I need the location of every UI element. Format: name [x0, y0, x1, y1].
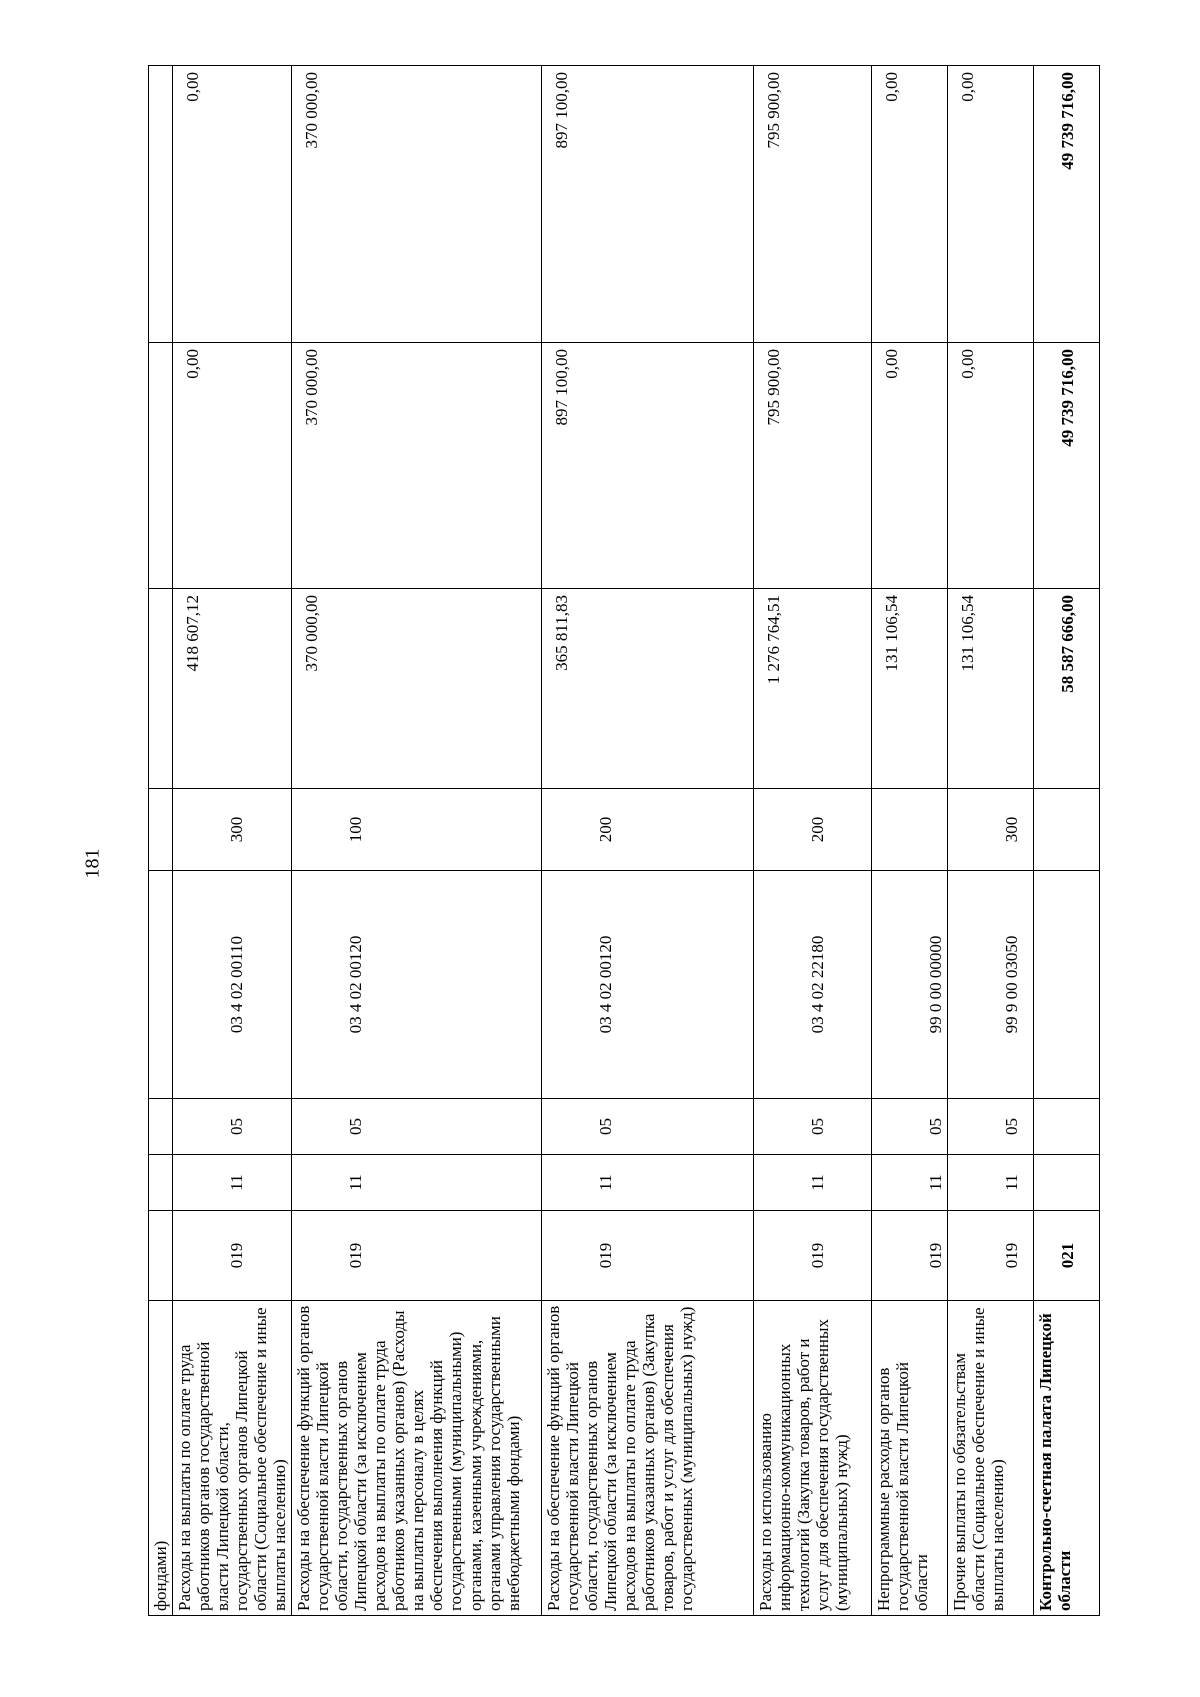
- table-row: [1034, 66, 1100, 1616]
- row-subsection-code-cell: [1034, 1099, 1100, 1155]
- row-target-article-cell: 99 9 00 03050: [948, 871, 1034, 1099]
- row-subsection-code-cell: 05: [173, 1099, 292, 1155]
- row-gr-code-cell: 019: [948, 1211, 1034, 1301]
- table-row: [948, 66, 1034, 1616]
- row-amount-1-cell: 131 106,54: [948, 589, 1034, 789]
- row-subsection-code-cell: [149, 1099, 173, 1155]
- table-row: [173, 66, 292, 1616]
- table-body: [149, 66, 1100, 1616]
- row-subsection-code-cell: 05: [292, 1099, 542, 1155]
- row-gr-code-cell: [149, 1211, 173, 1301]
- row-target-article-cell: 03 4 02 22180: [754, 871, 872, 1099]
- row-amount-2-cell: [149, 343, 173, 589]
- row-amount-1-cell: 58 587 666,00: [1034, 589, 1100, 789]
- row-amount-3-cell: 0,00: [872, 66, 948, 343]
- row-gr-code-cell: 021: [1034, 1211, 1100, 1301]
- row-amount-1-cell: 365 811,83: [542, 589, 754, 789]
- row-name-cell: Расходы на выплаты по оплате труда работников органов государственной власти Липецкой области, государственных органов Липецкой области (Социальное обеспечение и иные выплаты населению): [173, 1301, 292, 1616]
- row-amount-3-cell: 0,00: [948, 66, 1034, 343]
- row-subsection-code-cell: 05: [542, 1099, 754, 1155]
- row-gr-code-cell: 019: [292, 1211, 542, 1301]
- row-name-cell: Расходы по использованию информационно-коммуникационных технологий (Закупка товаров, работ и услуг для обеспечения государственных (муниципальных) нужд): [754, 1301, 872, 1616]
- row-gr-code-cell: 019: [173, 1211, 292, 1301]
- row-name-cell: Прочие выплаты по обязательствам области (Социальное обеспечение и иные выплаты населению): [948, 1301, 1034, 1616]
- row-expense-type-cell: 200: [542, 789, 754, 871]
- row-name-cell: Непрограммные расходы органов государственной власти Липецкой области: [872, 1301, 948, 1616]
- row-target-article-cell: 03 4 02 00120: [542, 871, 754, 1099]
- page-number: 181: [81, 848, 104, 879]
- row-amount-2-cell: 0,00: [872, 343, 948, 589]
- row-amount-2-cell: 795 900,00: [754, 343, 872, 589]
- row-name-cell: Расходы на обеспечение функций органов государственной власти Липецкой области, государственных органов Липецкой области (за исключением расходов на выплаты по оплате труда работников указанных органов) (Расходы на выплаты персоналу в целях обеспечения выполнения функций государственными (муниципальными) органами, казенными учреждениями, органами управления государственными внебюджетными фондами): [292, 1301, 542, 1616]
- row-section-code-cell: 11: [754, 1155, 872, 1211]
- row-gr-code-cell: 019: [872, 1211, 948, 1301]
- row-section-code-cell: 11: [948, 1155, 1034, 1211]
- row-target-article-cell: [149, 871, 173, 1099]
- table-row: [292, 66, 542, 1616]
- row-amount-1-cell: 131 106,54: [872, 589, 948, 789]
- row-expense-type-cell: 300: [173, 789, 292, 871]
- row-name-cell: Расходы на обеспечение функций органов государственной власти Липецкой области, государственных органов Липецкой области (за исключением расходов на выплаты по оплате труда работников указанных органов) (Закупка товаров, работ и услуг для обеспечения государственных (муниципальных) нужд): [542, 1301, 754, 1616]
- row-amount-1-cell: 370 000,00: [292, 589, 542, 789]
- row-section-code-cell: 11: [173, 1155, 292, 1211]
- row-expense-type-cell: 200: [754, 789, 872, 871]
- row-section-code-cell: 11: [292, 1155, 542, 1211]
- budget-table: [148, 65, 1100, 1616]
- row-amount-3-cell: 49 739 716,00: [1034, 66, 1100, 343]
- row-amount-2-cell: 0,00: [948, 343, 1034, 589]
- row-expense-type-cell: 100: [292, 789, 542, 871]
- row-subsection-code-cell: 05: [948, 1099, 1034, 1155]
- row-target-article-cell: 99 0 00 00000: [872, 871, 948, 1099]
- row-expense-type-cell: [872, 789, 948, 871]
- row-subsection-code-cell: 05: [872, 1099, 948, 1155]
- row-amount-3-cell: 795 900,00: [754, 66, 872, 343]
- row-expense-type-cell: 300: [948, 789, 1034, 871]
- row-amount-2-cell: 370 000,00: [292, 343, 542, 589]
- row-section-code-cell: 11: [872, 1155, 948, 1211]
- row-subsection-code-cell: 05: [754, 1099, 872, 1155]
- row-name-cell: фондами): [149, 1301, 173, 1616]
- row-amount-3-cell: [149, 66, 173, 343]
- row-amount-3-cell: 370 000,00: [292, 66, 542, 343]
- row-target-article-cell: 03 4 02 00110: [173, 871, 292, 1099]
- row-amount-2-cell: 0,00: [173, 343, 292, 589]
- row-expense-type-cell: [1034, 789, 1100, 871]
- row-gr-code-cell: 019: [542, 1211, 754, 1301]
- table-row: [872, 66, 948, 1616]
- row-target-article-cell: 03 4 02 00120: [292, 871, 542, 1099]
- row-amount-2-cell: 897 100,00: [542, 343, 754, 589]
- row-amount-3-cell: 0,00: [173, 66, 292, 343]
- table-row: [149, 66, 173, 1616]
- row-section-code-cell: [149, 1155, 173, 1211]
- row-gr-code-cell: 019: [754, 1211, 872, 1301]
- row-expense-type-cell: [149, 789, 173, 871]
- row-amount-1-cell: 1 276 764,51: [754, 589, 872, 789]
- table-row: [542, 66, 754, 1616]
- row-amount-1-cell: [149, 589, 173, 789]
- row-amount-1-cell: 418 607,12: [173, 589, 292, 789]
- row-amount-3-cell: 897 100,00: [542, 66, 754, 343]
- row-section-code-cell: 11: [542, 1155, 754, 1211]
- row-section-code-cell: [1034, 1155, 1100, 1211]
- row-name-cell: Контрольно-счетная палата Липецкой области: [1034, 1301, 1100, 1616]
- row-amount-2-cell: 49 739 716,00: [1034, 343, 1100, 589]
- row-target-article-cell: [1034, 871, 1100, 1099]
- table-row: [754, 66, 872, 1616]
- budget-table-rotated: [148, 66, 1080, 1616]
